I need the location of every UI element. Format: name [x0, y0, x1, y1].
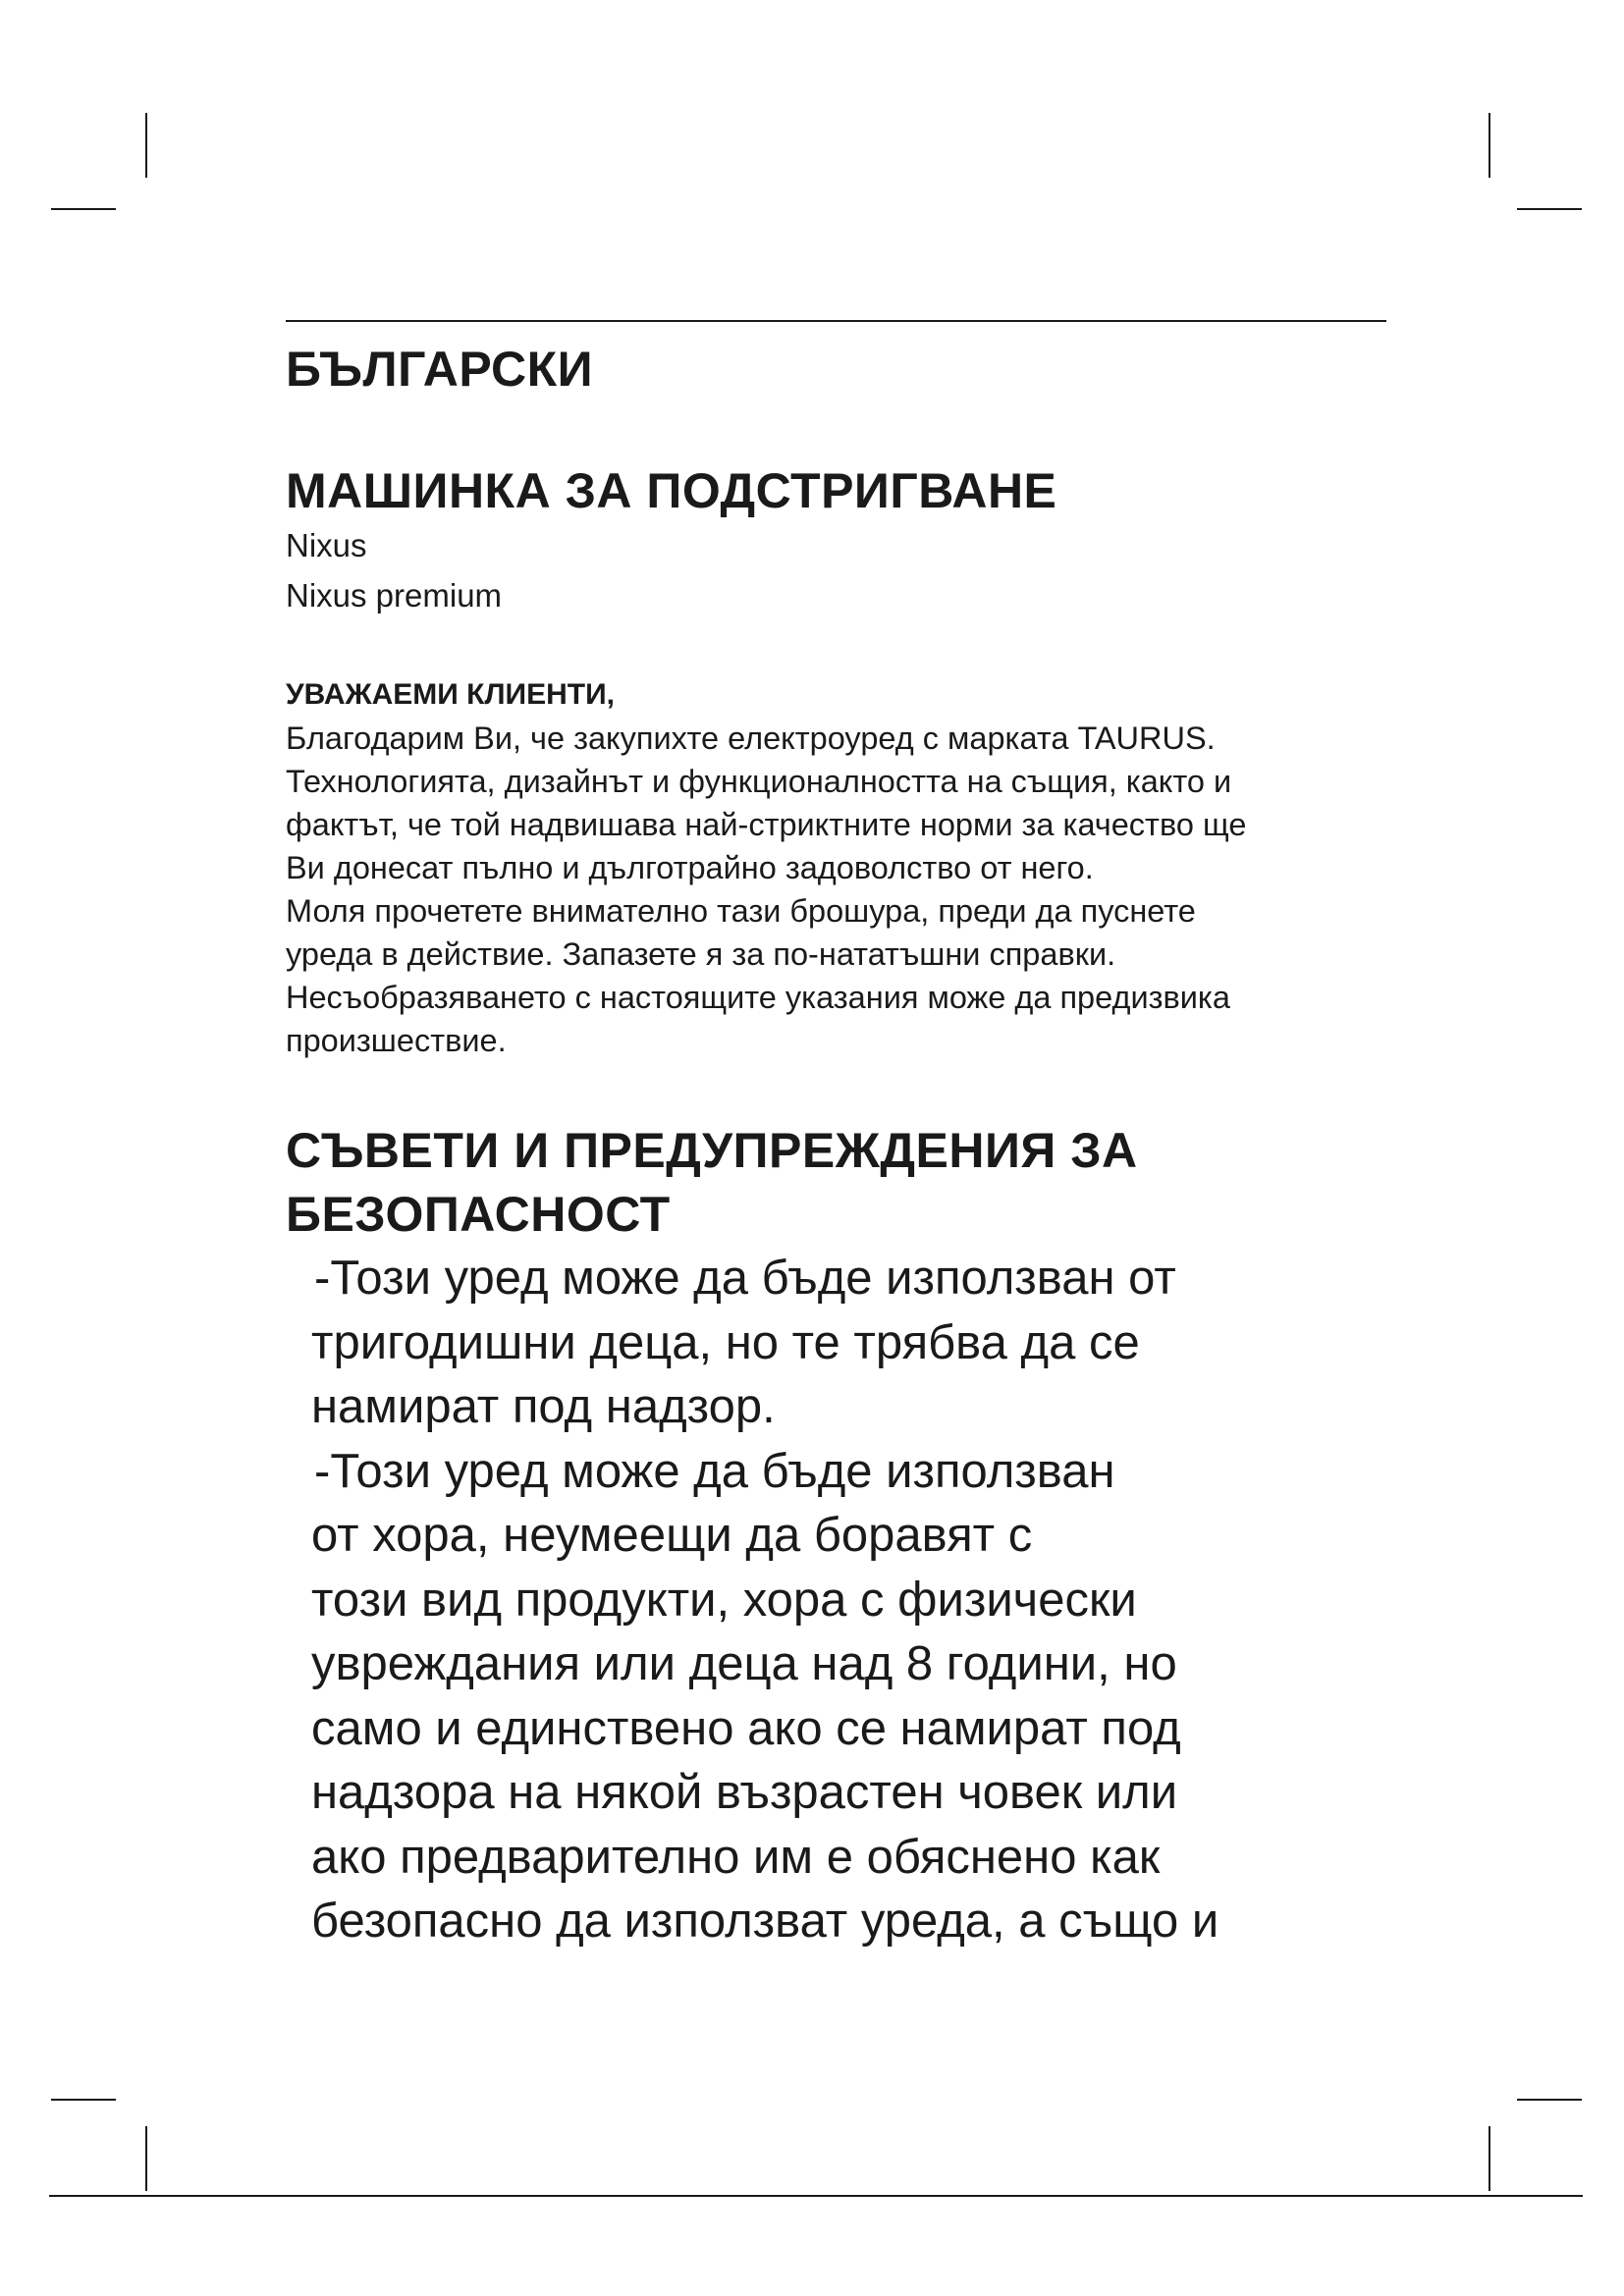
safety-instructions [311, 1247, 1395, 1954]
safety-line: от хора, неумеещи да боравят с [311, 1509, 1033, 1562]
greeting-heading: УВАЖАЕМИ КЛИЕНТИ, [286, 678, 615, 711]
intro-line: произшествие. [286, 1023, 507, 1058]
crop-mark-top-right-horizontal [1517, 208, 1582, 210]
section-top-rule [286, 320, 1386, 322]
crop-mark-bottom-left-horizontal [51, 2099, 116, 2101]
safety-heading-line: СЪВЕТИ И ПРЕДУПРЕЖДЕНИЯ ЗА [286, 1123, 1138, 1178]
safety-line: само и единствено ако се намират под [311, 1701, 1181, 1755]
intro-line: Технологията, дизайнът и функционалността на същия, както и [286, 764, 1232, 799]
intro-line: Благодарим Ви, че закупихте електроуред с марката TAURUS. [286, 721, 1216, 756]
model-name: Nixus [286, 527, 367, 563]
crop-mark-bottom-right-vertical [1489, 2126, 1490, 2191]
intro-line: Ви донесат пълно и дълготрайно задоволство от него. [286, 850, 1094, 885]
crop-mark-bottom-left-vertical [145, 2126, 147, 2191]
crop-mark-top-right-vertical [1489, 113, 1490, 178]
intro-line: уреда в действие. Запазете я за по-нататъшни справки. [286, 936, 1116, 972]
product-title: МАШИНКА ЗА ПОДСТРИГВАНЕ [286, 463, 1057, 518]
crop-mark-top-left-vertical [145, 113, 147, 178]
safety-line: -Този уред може да бъде използван от [314, 1252, 1176, 1305]
safety-line: намират под надзор. [311, 1380, 776, 1433]
safety-line: този вид продукти, хора с физически [311, 1573, 1137, 1627]
document-content [286, 324, 1395, 1954]
safety-heading-line: БЕЗОПАСНОСТ [286, 1187, 671, 1242]
language-heading: БЪЛГАРСКИ [286, 342, 594, 397]
safety-heading [286, 1119, 1395, 1247]
model-name: Nixus premium [286, 577, 503, 614]
safety-line: -Този уред може да бъде използван [314, 1444, 1115, 1498]
crop-mark-bottom-right-horizontal [1517, 2099, 1582, 2101]
page-bottom-rule [49, 2195, 1583, 2197]
safety-line: тригодишни деца, но те трябва да се [311, 1315, 1140, 1369]
intro-paragraph [286, 717, 1395, 1062]
intro-line: Моля прочетете внимателно тази брошура, преди да пуснете [286, 893, 1196, 929]
safety-line: надзора на някой възрастен човек или [311, 1766, 1178, 1819]
intro-line: Несъобразяването с настоящите указания може да предизвика [286, 980, 1230, 1015]
intro-line: фактът, че той надвишава най-стриктните норми за качество ще [286, 807, 1247, 842]
crop-mark-top-left-horizontal [51, 208, 116, 210]
safety-line: безопасно да използват уреда, а също и [311, 1895, 1219, 1948]
safety-line: увреждания или деца над 8 години, но [311, 1637, 1177, 1690]
safety-line: ако предварително им е обяснено как [311, 1830, 1161, 1884]
